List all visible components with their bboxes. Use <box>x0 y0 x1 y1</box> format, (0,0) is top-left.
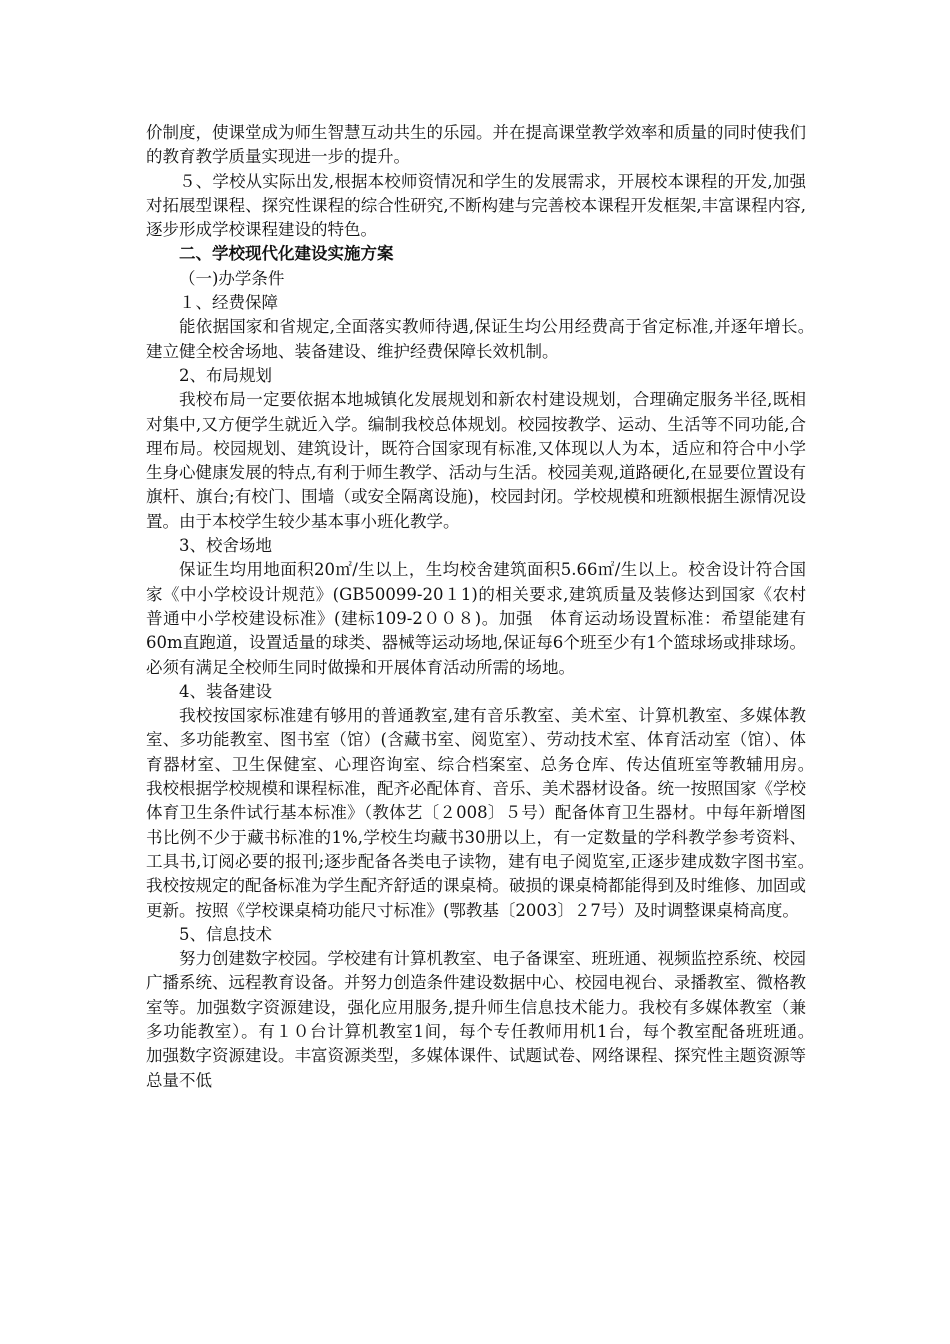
item-heading-it: 5、信息技术 <box>179 924 272 944</box>
paragraph-intro: 价制度，使课堂成为师生智慧互动共生的乐园。并在提高课堂教学效率和质量的同时使我们的教育教学质量实现进一步的提升。 <box>146 123 806 167</box>
paragraph-funding: 能依据国家和省规定,全面落实教师待遇,保证生均公用经费高于省定标准,并逐年增长。 建立健全校舍场地、装备建设、维护经费保障长效机制。 <box>146 317 823 361</box>
section-heading: 二、学校现代化建设实施方案 <box>179 244 394 264</box>
item-heading-equipment: 4、装备建设 <box>179 681 272 701</box>
item-heading-funding: １、经费保障 <box>179 293 278 313</box>
item-heading-layout: 2、布局规划 <box>179 365 272 385</box>
paragraph-campus: 保证生均用地面积20㎡/生以上，生均校舍建筑面积5.66㎡/生以上。校舍设计符合国家《中小学校设计规范》(GB50099-20１1)的相关要求,建筑质量及装修达到国家《农村普通中小学校建设标准》(建标109-2００８)。加强 体育运动场设置标准：希望能建有60m直跑道，设置适量的球类、器械等运动场地,保证每6个班至少有1个篮球场或排球场。必须有满足全校师生同时做操和开展体育活动所需的场地。 <box>146 560 806 677</box>
subsection-heading: （一)办学条件 <box>179 268 285 288</box>
paragraph-layout: 我校布局一定要依据本地城镇化发展规划和新农村建设规划，合理确定服务半径,既相对集中,又方便学生就近入学。编制我校总体规划。校园按教学、运动、生活等不同功能,合理布局。校园规划、建筑设计，既符合国家现有标准,又体现以人为本，适应和符合中小学生身心健康发展的特点,有利于师生教学、活动与生活。校园美观,道路硬化,在显要位置设有旗杆、旗台;有校门、围墙（或安全隔离设施)，校园封闭。学校规模和班额根据生源情况设置。由于本校学生较少基本事小班化教学。 <box>146 390 806 531</box>
paragraph-equipment: 我校按国家标准建有够用的普通教室,建有音乐教室、美术室、计算机教室、多媒体教室、多功能教室、图书室（馆）(含藏书室、阅览室）、劳动技术室、体育活动室（馆）、体育器材室、卫生保健室、心理咨询室、综合档案室、总务仓库、传达值班室等教辅用房。 我校根据学校规模和课程标准，配齐必配体育、音乐、美术器材设备。统一按照国家《学校体育卫生条件试行基本标准》（教体艺〔２008〕５号）配备体育卫生器材。中每年新增图书比例不少于藏书标准的1%,学校生均藏书30册以上，有一定数量的学科教学参考资料、工具书,订阅必要的报刊;逐步配备各类电子读物，建有电子阅览室,正逐步建成数字图书室。 我校按规定的配备标准为学生配齐舒适的课桌椅。破损的课桌椅都能得到及时维修、加固或更新。按照《学校课桌椅功能尺寸标准》(鄂教基〔2003〕２7号）及时调整课桌椅高度。 <box>146 706 823 920</box>
paragraph-item-5: ５、学校从实际出发,根据本校师资情况和学生的发展需求，开展校本课程的开发,加强对拓展型课程、探究性课程的综合性研究,不断构建与完善校本课程开发框架,丰富课程内容,逐步形成学校课程建设的特色。 <box>146 171 806 240</box>
item-heading-campus: 3、校舍场地 <box>179 536 272 556</box>
document-page <box>146 121 823 1093</box>
paragraph-it: 努力创建数字校园。学校建有计算机教室、电子备课室、班班通、视频监控系统、校园广播系统、远程教育设备。并努力创造条件建设数据中心、校园电视台、录播教室、微格教室等。加强数字资源建设，强化应用服务,提升师生信息技术能力。我校有多媒体教室（兼多功能教室）。有１０台计算机教室1间，每个专任教师用机1台，每个教室配备班班通。 加强数字资源建设。丰富资源类型，多媒体课件、试题试卷、网络课程、探究性主题资源等总量不低 <box>146 949 823 1090</box>
